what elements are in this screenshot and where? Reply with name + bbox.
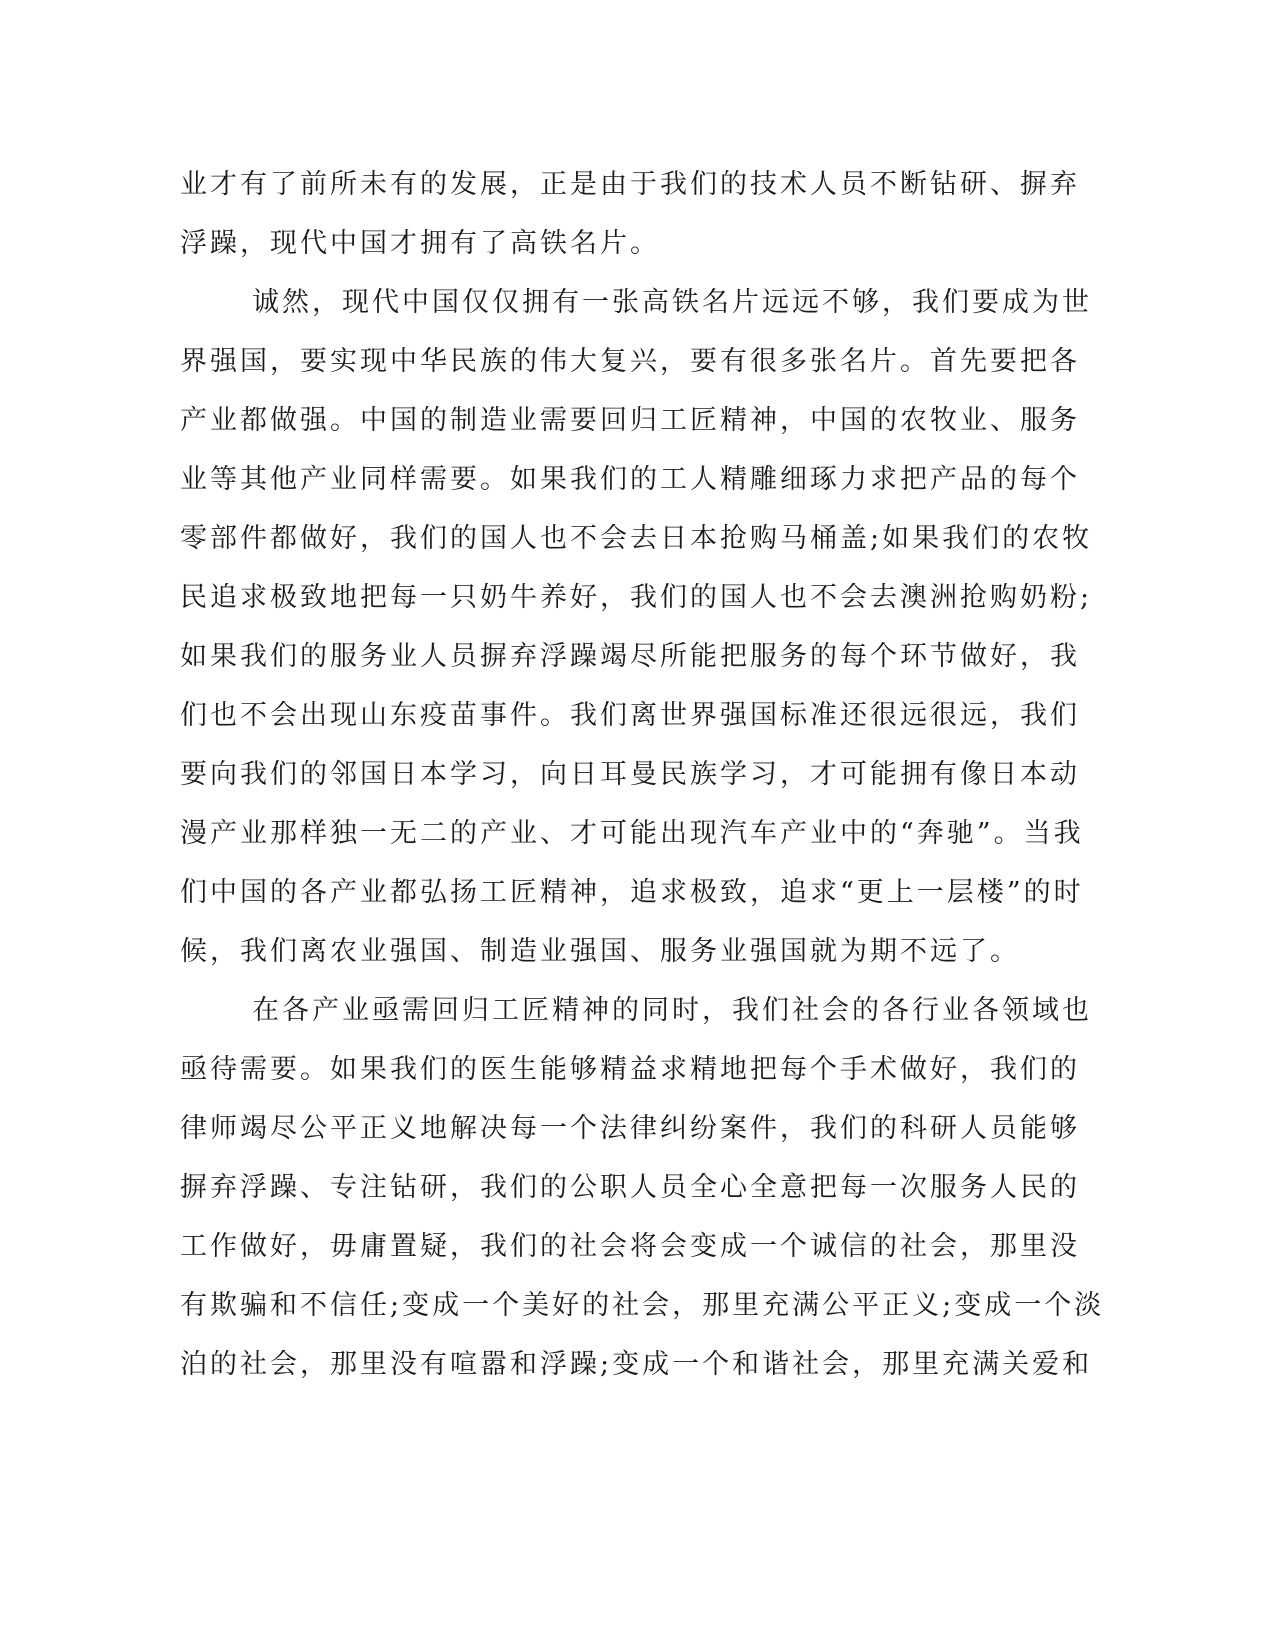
paragraph xyxy=(180,155,1080,273)
text-line: 律师竭尽公平正义地解决每一个法律纠纷案件，我们的科研人员能够 xyxy=(180,1113,1080,1144)
text-line: 摒弃浮躁、专注钻研，我们的公职人员全心全意把每一次服务人民的 xyxy=(180,1172,1080,1203)
text-line: 民追求极致地把每一只奶牛养好，我们的国人也不会去澳洲抢购奶粉; xyxy=(180,582,1093,613)
text-line: 漫产业那样独一无二的产业、才可能出现汽车产业中的“奔驰”。当我 xyxy=(180,818,1084,849)
text-line: 有欺骗和不信任;变成一个美好的社会，那里充满公平正义;变成一个淡 xyxy=(180,1290,1105,1321)
text-line: 界强国，要实现中华民族的伟大复兴，要有很多张名片。首先要把各 xyxy=(180,346,1080,377)
text-line: 零部件都做好，我们的国人也不会去日本抢购马桶盖;如果我们的农牧 xyxy=(180,523,1093,554)
text-line: 如果我们的服务业人员摒弃浮躁竭尽所能把服务的每个环节做好，我 xyxy=(180,641,1080,672)
text-line: 们也不会出现山东疫苗事件。我们离世界强国标准还很远很远，我们 xyxy=(180,700,1080,731)
text-line: 要向我们的邻国日本学习，向日耳曼民族学习，才可能拥有像日本动 xyxy=(180,759,1080,790)
text-line: 在各产业亟需回归工匠精神的同时，我们社会的各行业各领域也 xyxy=(252,995,1092,1026)
text-line: 业等其他产业同样需要。如果我们的工人精雕细琢力求把产品的每个 xyxy=(180,464,1080,495)
text-line: 们中国的各产业都弘扬工匠精神，追求极致，追求“更上一层楼”的时 xyxy=(180,877,1084,908)
text-line: 亟待需要。如果我们的医生能够精益求精地把每个手术做好，我们的 xyxy=(180,1054,1080,1085)
paragraph xyxy=(180,981,1105,1394)
text-line: 产业都做强。中国的制造业需要回归工匠精神，中国的农牧业、服务 xyxy=(180,405,1080,436)
text-line: 浮躁，现代中国才拥有了高铁名片。 xyxy=(180,228,660,259)
text-line: 候，我们离农业强国、制造业强国、服务业强国就为期不远了。 xyxy=(180,936,1020,967)
paragraph xyxy=(180,273,1093,981)
text-line: 业才有了前所未有的发展，正是由于我们的技术人员不断钻研、摒弃 xyxy=(180,169,1080,200)
text-line: 工作做好，毋庸置疑，我们的社会将会变成一个诚信的社会，那里没 xyxy=(180,1231,1080,1262)
text-line: 诚然，现代中国仅仅拥有一张高铁名片远远不够，我们要成为世 xyxy=(252,287,1092,318)
document-body xyxy=(180,155,1105,1394)
text-line: 泊的社会，那里没有喧嚣和浮躁;变成一个和谐社会，那里充满关爱和 xyxy=(180,1349,1093,1380)
